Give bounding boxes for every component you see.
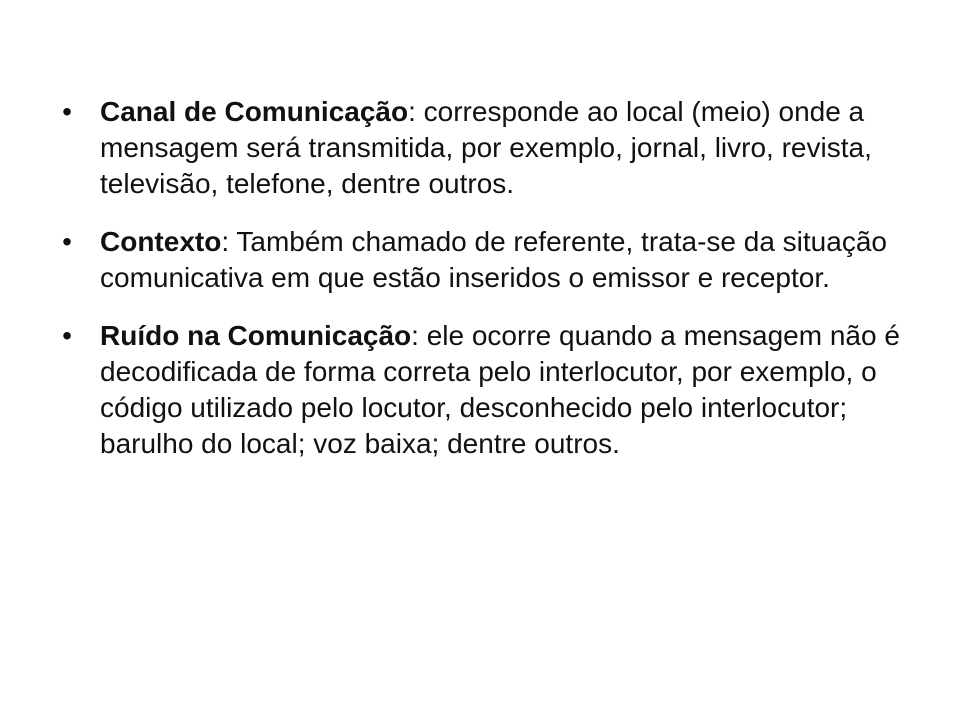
bullet-icon: •	[62, 226, 72, 257]
bullet-item-ruido	[60, 318, 910, 462]
bullet-item-canal	[60, 94, 910, 202]
bullet-list	[60, 94, 910, 484]
bullet-icon: •	[62, 320, 72, 351]
bullet-text: : ele ocorre quando a mensagem não é decodificada de forma correta pelo interlocutor, por exemplo, o código utilizado pelo locutor, desconhecido pelo interlocutor; barulho do local; voz baixa; dentre outros.	[100, 320, 900, 459]
bullet-term: Canal de Comunicação	[100, 96, 409, 127]
bullet-icon: •	[62, 96, 72, 127]
bullet-item-contexto	[60, 224, 910, 296]
bullet-term: Ruído na Comunicação	[100, 320, 412, 351]
bullet-text: : corresponde ao local (meio) onde a mensagem será transmitida, por exemplo, jornal, livro, revista, televisão, telefone, dentre outros.	[100, 96, 872, 199]
bullet-term: Contexto	[100, 226, 222, 257]
bullet-text: : Também chamado de referente, trata-se da situação comunicativa em que estão inseridos o emissor e receptor.	[100, 226, 887, 293]
